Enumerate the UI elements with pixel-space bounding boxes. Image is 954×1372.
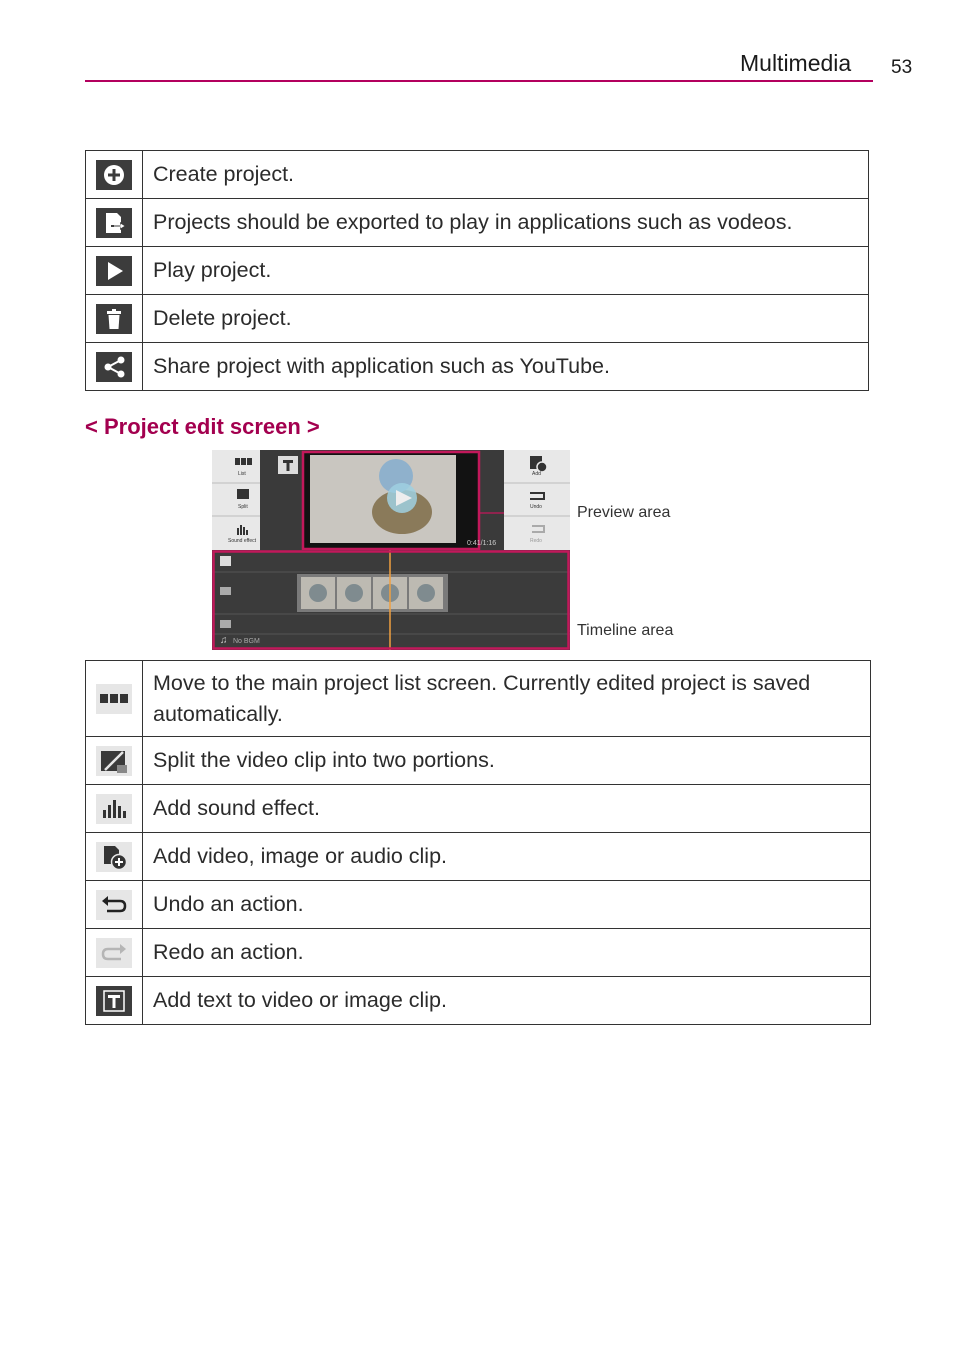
table-row	[86, 929, 871, 977]
project-edit-screenshot	[212, 450, 570, 650]
icon-description: Delete project.	[143, 295, 869, 343]
add-button-label: Add	[532, 471, 541, 477]
project-list-icon-table	[85, 150, 869, 391]
list-icon	[96, 684, 132, 714]
icon-description: Redo an action.	[143, 929, 871, 977]
redo-button-label: Redo	[530, 538, 542, 544]
edit-icon-table	[85, 660, 871, 1025]
add-clip-icon	[96, 842, 132, 872]
table-row	[86, 977, 871, 1025]
icon-description: Projects should be exported to play in applications such as vodeos.	[143, 199, 869, 247]
icon-description: Split the video clip into two portions.	[143, 737, 871, 785]
export-project-icon	[96, 208, 132, 238]
section-title: < Project edit screen >	[85, 414, 320, 439]
table-row	[86, 661, 871, 737]
icon-description: Add text to video or image clip.	[143, 977, 871, 1025]
table-row	[86, 833, 871, 881]
timeline-area-label: Timeline area	[577, 622, 674, 639]
create-project-icon	[96, 160, 132, 190]
chapter-title: Multimedia	[740, 50, 852, 76]
music-note-icon: ♫	[220, 635, 228, 646]
sound-effect-button-label: Sound effect	[228, 538, 256, 544]
table-row	[86, 295, 869, 343]
list-button-label: List	[238, 471, 246, 477]
sound-effect-icon	[96, 794, 132, 824]
icon-description: Add video, image or audio clip.	[143, 833, 871, 881]
icon-description: Create project.	[143, 151, 869, 199]
preview-area-label: Preview area	[577, 504, 671, 521]
table-row	[86, 881, 871, 929]
bgm-label: No BGM	[233, 638, 260, 645]
table-row	[86, 199, 869, 247]
icon-description: Play project.	[143, 247, 869, 295]
trash-icon	[96, 304, 132, 334]
table-row	[86, 343, 869, 391]
undo-button-label: Undo	[530, 504, 542, 510]
undo-icon	[96, 890, 132, 920]
icon-description: Move to the main project list screen. Currently edited project is saved automatically.	[143, 661, 871, 737]
icon-description: Add sound effect.	[143, 785, 871, 833]
text-icon	[96, 986, 132, 1016]
share-icon	[96, 352, 132, 382]
split-icon	[96, 746, 132, 776]
header-divider	[85, 80, 873, 82]
page-number: 53	[891, 57, 913, 78]
play-icon	[96, 256, 132, 286]
table-row	[86, 151, 869, 199]
table-row	[86, 785, 871, 833]
icon-description: Undo an action.	[143, 881, 871, 929]
redo-icon	[96, 938, 132, 968]
split-button-label: Split	[238, 504, 248, 510]
icon-description: Share project with application such as YouTube.	[143, 343, 869, 391]
edit-screen-graphic	[212, 450, 570, 650]
time-readout: 0:41/1:16	[467, 540, 497, 547]
table-row	[86, 247, 869, 295]
table-row	[86, 737, 871, 785]
